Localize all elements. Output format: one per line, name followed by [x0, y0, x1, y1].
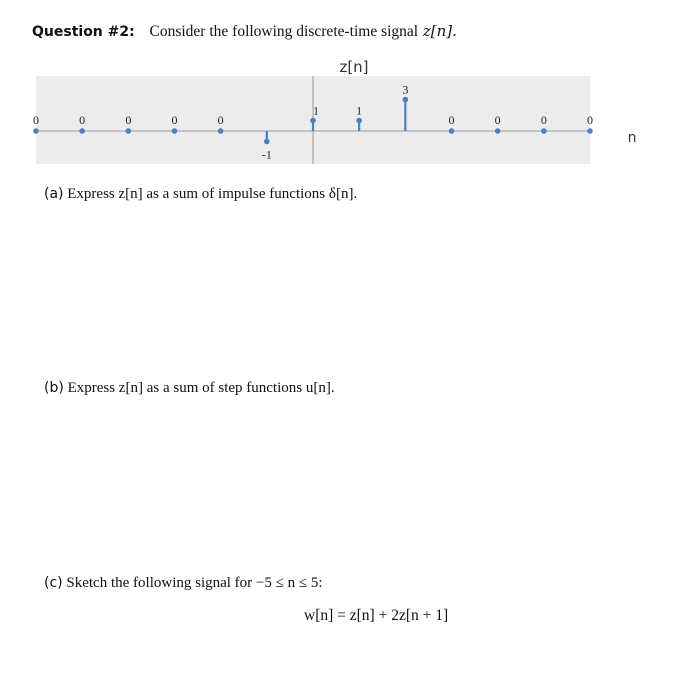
stem-marker [495, 128, 501, 134]
stem-marker [79, 128, 85, 134]
part-a [44, 186, 357, 203]
question-label: Question #2: [32, 24, 135, 40]
stem-marker [172, 128, 178, 134]
part-a-text: Express z[n] as a sum of impulse functions δ[n]. [67, 186, 358, 202]
stem-value-label: 0 [448, 113, 455, 127]
part-c-text: Sketch the following signal for −5 ≤ n ≤ 5: [66, 575, 323, 591]
signal-name: z[n]. [422, 22, 457, 40]
stem-plot [0, 0, 694, 180]
stem-value-label: -1 [261, 147, 272, 162]
part-c-label: (c) [44, 575, 63, 591]
stem-value-label: 0 [125, 113, 132, 127]
stem-marker [126, 128, 132, 134]
part-c [44, 575, 323, 592]
stem-value-label: 0 [33, 113, 39, 127]
question-text: Consider the following discrete-time signal [149, 23, 419, 40]
equation: w[n] = z[n] + 2z[n + 1] [304, 607, 449, 624]
plot-title: z[n] [339, 58, 369, 76]
x-axis-label: n [627, 130, 637, 146]
part-b-label: (b) [44, 380, 64, 396]
stem-marker [310, 118, 316, 124]
stem-value-label: 1 [356, 103, 363, 118]
stem-marker [356, 118, 362, 124]
stem-marker [264, 139, 270, 145]
part-a-label: (a) [44, 186, 64, 202]
part-b-text: Express z[n] as a sum of step functions u[n]. [67, 380, 335, 396]
stem-value-label: 0 [494, 113, 501, 127]
stem-value-label: 3 [402, 82, 409, 97]
stem-marker [218, 128, 224, 134]
stem-value-label: 0 [79, 113, 86, 127]
stem-value-label: 0 [540, 113, 547, 127]
stem-marker [403, 97, 409, 103]
stem-value-label: 0 [217, 113, 224, 127]
part-b [44, 380, 335, 397]
stem-marker [449, 128, 455, 134]
stem-marker [541, 128, 547, 134]
stem-value-label: 1 [313, 103, 319, 118]
stem-marker [587, 128, 593, 134]
stem-value-label: 0 [171, 113, 178, 127]
stem-marker [33, 128, 39, 134]
stem-value-label: 0 [587, 113, 593, 127]
